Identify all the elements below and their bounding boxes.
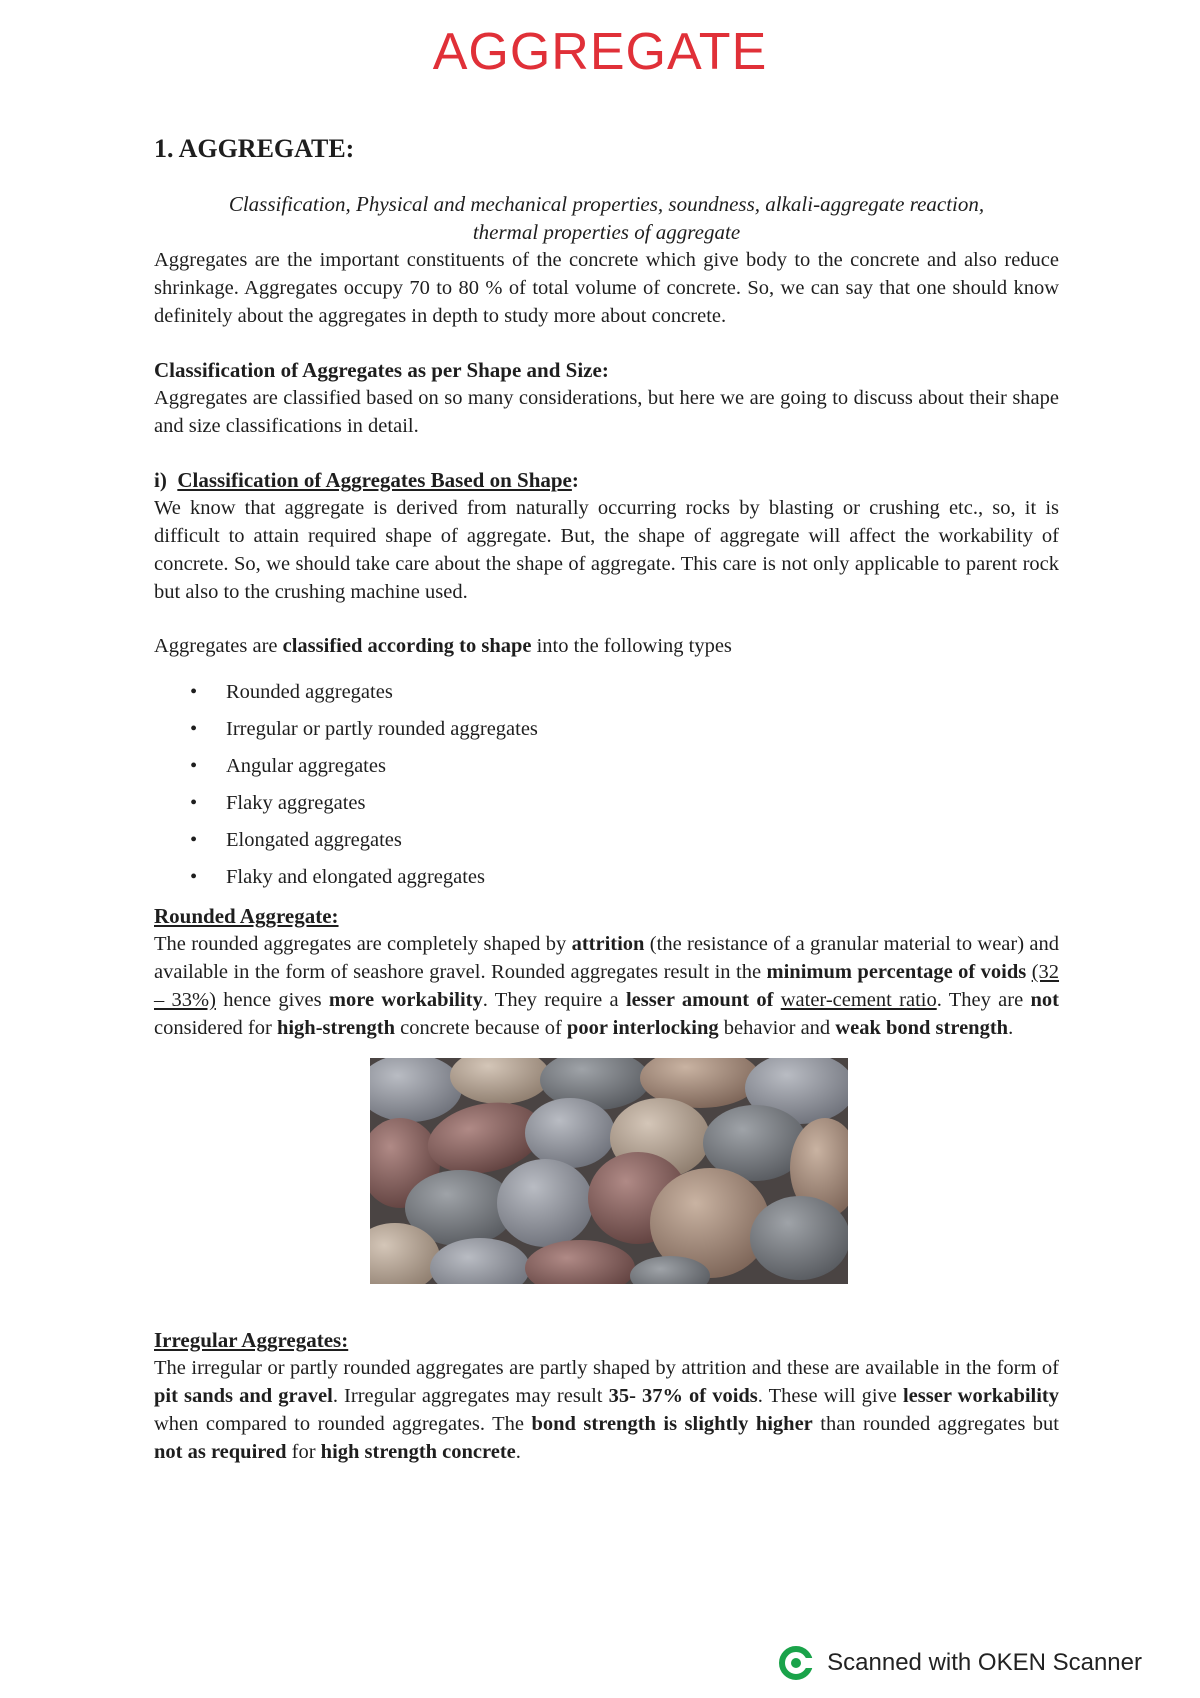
shape-heading xyxy=(154,466,1059,494)
document-body xyxy=(154,134,1059,1466)
rounded-paragraph: The rounded aggregates are completely shaped by attrition (the resistance of a granular material to wear) and available in the form of seashore gravel. Rounded aggregates result in the minimum percentage of voids (32 – 33%) hence gives more workability. They require a lesser amount of water-cement ratio. They are not considered for high-strength concrete because of poor interlocking behavior and weak bond strength. xyxy=(154,933,1060,1039)
rounded-aggregate-photo xyxy=(370,1058,848,1284)
list-item: • Flaky aggregates xyxy=(190,792,366,814)
section-heading: 1. AGGREGATE: xyxy=(154,134,355,163)
classification-heading: Classification of Aggregates as per Shape and Size: xyxy=(154,358,609,382)
list-item: • Irregular or partly rounded aggregates xyxy=(190,718,538,740)
page-title: AGGREGATE xyxy=(432,23,768,81)
shape-lead: Aggregates are classified according to shape into the following types xyxy=(154,635,732,657)
intro-paragraph: Aggregates are the important constituents of the concrete which give body to the concrete and also reduce shrinkage. Aggregates occupy 70 to 80 % of total volume of concrete. So, we can say that one should know definitely about the aggregates in depth to study more about concrete. xyxy=(154,249,1059,327)
list-item: • Elongated aggregates xyxy=(190,829,402,851)
subtitle-line-2: thermal properties of aggregate xyxy=(472,220,741,244)
rounded-heading: Rounded Aggregate: xyxy=(154,904,339,928)
shape-heading-suffix: : xyxy=(571,468,579,492)
shape-paragraph: We know that aggregate is derived from naturally occurring rocks by blasting or crushing etc., so, it is difficult to attain required shape of aggregate. But, the shape of aggregate will affect the workability of concrete. So, we should take care about the shape of aggregate. This care is not only applicable to parent rock but also to the crushing machine used. xyxy=(154,497,1059,603)
shape-heading-text: Classification of Aggregates Based on Shape xyxy=(177,468,572,492)
list-item: • Flaky and elongated aggregates xyxy=(190,866,486,888)
scanner-text: Scanned with OKEN Scanner xyxy=(827,1649,1142,1676)
scanner-logo-icon xyxy=(777,1644,815,1682)
list-item: • Angular aggregates xyxy=(190,755,386,777)
scanner-watermark xyxy=(777,1644,1142,1682)
subtitle-line-1: Classification, Physical and mechanical properties, soundness, alkali-aggregate reaction, xyxy=(228,192,985,216)
list-item: • Rounded aggregates xyxy=(190,681,393,703)
classification-paragraph: Aggregates are classified based on so many considerations, but here we are going to discuss about their shape and size classifications in detail. xyxy=(154,387,1059,437)
shape-heading-prefix: i) xyxy=(154,468,167,492)
shape-type-list xyxy=(154,674,1059,896)
irregular-paragraph: The irregular or partly rounded aggregates are partly shaped by attrition and these are available in the form of pit sands and gravel. Irregular aggregates may result 35- 37% of voids. These will give lesser workability when compared to rounded aggregates. The bond strength is slightly higher than rounded aggregates but not as required for high strength concrete. xyxy=(154,1357,1060,1463)
irregular-heading: Irregular Aggregates: xyxy=(154,1328,349,1352)
